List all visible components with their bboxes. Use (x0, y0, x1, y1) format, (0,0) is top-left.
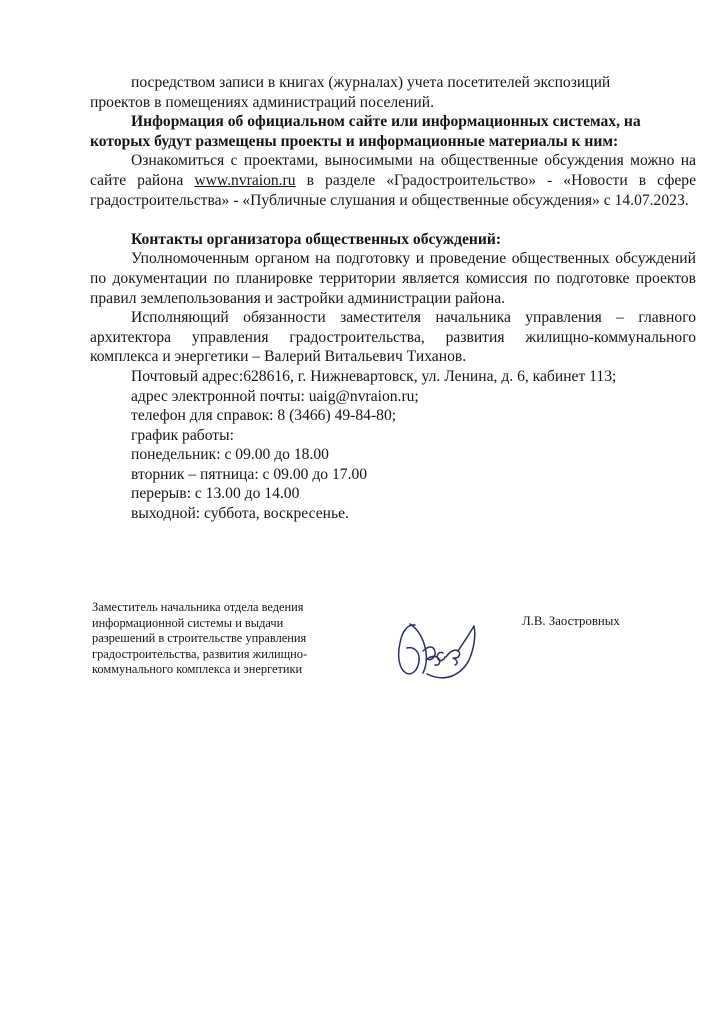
intro-paragraph-line-2: проектов в помещениях администраций поселений. (90, 93, 435, 111)
schedule-tuesday-friday: вторник – пятница: с 09.00 до 17.00 (131, 465, 368, 483)
position-line: Заместитель начальника отдела ведения (92, 600, 304, 614)
signatory-name: Л.В. Заостровных (522, 614, 620, 628)
contact-postal-address: Почтовый адрес:628616, г. Нижневартовск, ул. Ленина, д. 6, кабинет 113; (131, 367, 617, 385)
schedule-days-off: выходной: суббота, воскресенье. (131, 505, 349, 523)
authority-paragraph: Уполномоченным органом на подготовку и проведение общественных обсуждений по документации по планировке территории является комиссия по подготовке проектов правил землепользования и застройки администрации района. (90, 250, 696, 307)
position-line: информационной системы и выдачи (92, 615, 284, 630)
contact-email: адрес электронной почты: uaig@nvraion.ru; (131, 387, 419, 405)
signature-stroke (437, 652, 445, 660)
position-line: разрешений в строительстве управления (92, 631, 307, 646)
handwritten-signature (392, 612, 478, 684)
signature-strokes (399, 624, 475, 678)
position-line: коммунального комплекса и энергетики (92, 662, 303, 677)
website-heading-line-2: которых будут размещены проекты и информационные материалы к ним: (90, 132, 619, 150)
website-text-before-link: Ознакомиться с проектами, выносимыми на общественные обсуждения можно на сайте района (90, 152, 696, 189)
schedule-monday: понедельник: с 09.00 до 18.00 (131, 446, 329, 464)
document-body (90, 73, 696, 524)
website-heading-line-1: Информация об официальном сайте или информационных системах, на (131, 113, 641, 131)
signature-stroke (446, 650, 460, 665)
contact-phone: телефон для справок: 8 (3466) 49-84-80; (131, 407, 397, 425)
website-text-after-link: в разделе «Градостроительство» - «Новости в сфере градостроительства» - «Публичные слушания и общественные обсуждения» с 14.07.2023. (90, 171, 696, 209)
intro-paragraph-line-1: посредством записи в книгах (журналах) учета посетителей экспозиций (131, 74, 611, 91)
paragraph-gap (90, 210, 696, 230)
website-paragraph (90, 151, 696, 210)
contacts-heading: Контакты организатора общественных обсуждений: (131, 230, 502, 248)
position-line: градостроительства, развития жилищно- (92, 646, 308, 661)
signature-stroke (399, 625, 419, 674)
acting-paragraph: Исполняющий обязанности заместителя начальника управления – главного архитектора управления градостроительства, развития жилищно-коммунального комплекса и энергетики – Валерий Витальевич Тиханов. (90, 309, 696, 366)
contact-list (90, 367, 696, 524)
website-link[interactable]: www.nvraion.ru (194, 171, 296, 189)
schedule-break: перерыв: с 13.00 до 14.00 (131, 485, 300, 503)
work-schedule-label: график работы: (131, 426, 234, 444)
signatory-position (92, 600, 382, 678)
